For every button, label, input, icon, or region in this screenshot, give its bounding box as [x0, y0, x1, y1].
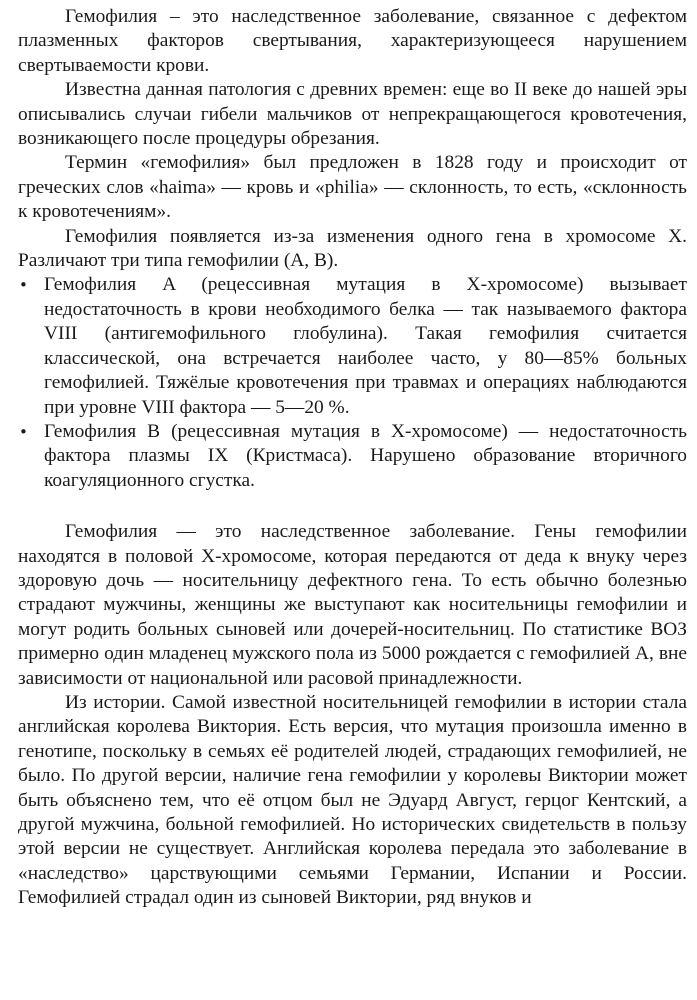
paragraph-types-intro: Гемофилия появляется из-за изменения одного гена в хромосоме X. Различают три типа гемофилии (A, B).	[18, 225, 687, 272]
list-item-text: Гемофилия B (рецессивная мутация в X-хромосоме) — недостаточность фактора плазмы IX (Кристмаса). Нарушено образование вторичного коагуляционного сгустка.	[44, 420, 687, 491]
text-column	[18, 5, 687, 911]
paragraph-term-origin: Термин «гемофилия» был предложен в 1828 году и происходит от греческих слов «haima» — кровь и «philia» — склонность, то есть, «склонность к кровотечениям».	[18, 152, 687, 223]
bullet-icon: •	[19, 422, 28, 441]
list-item-text: Гемофилия A (рецессивная мутация в X-хромосоме) вызывает недостаточность в крови необходимого белка — так называемого фактора VIII (антигемофильного глобулина). Такая гемофилия считается классической, она встречается наиболее часто, у 80—85% больных гемофилией. Тяжёлые кровотечения при травмах и операциях наблюдаются при уровне VIII фактора — 5—20 %.	[44, 274, 687, 418]
section-gap	[18, 493, 687, 520]
bullet-icon: •	[19, 276, 28, 295]
paragraph-history: Известна данная патология с древних времен: еще во II веке до нашей эры описывались случаи гибели мальчиков от непрекращающегося кровотечения, возникающего после процедуры обрезания.	[18, 79, 687, 150]
list-item-hemophilia-a	[18, 273, 687, 419]
paragraph-queen-victoria: Из истории. Самой известной носительницей гемофилии в истории стала английская королева Виктория. Есть версия, что мутация произошла именно в генотипе, поскольку в семьях её родителей людей, страдающих гемофилией, не было. По другой версии, наличие гена гемофилии у королевы Виктории может быть объяснено тем, что её отцом был не Эдуард Август, герцог Кентский, а другой мужчина, больной гемофилией. Но исторических свидетельств в пользу этой версии не существует. Английская королева передала это заболевание в «наследство» царствующими семьями Германии, Испании и России. Гемофилией страдал один из сыновей Виктории, ряд внуков и	[18, 691, 687, 909]
paragraph-inheritance: Гемофилия — это наследственное заболевание. Гены гемофилии находятся в половой Х-хромосоме, которая передаются от деда к внуку через здоровую дочь — носительницу дефектного гена. То есть обычно болезнью страдают мужчины, женщины же выступают как носительницы гемофилии и могут родить больных сыновей или дочерей-носительниц. По статистике ВОЗ примерно один младенец мужского пола из 5000 рождается с гемофилией А, вне зависимости от национальной или расовой принадлежности.	[18, 521, 687, 689]
list-item-hemophilia-b	[18, 420, 687, 493]
hemophilia-types-list	[18, 273, 687, 493]
paragraph-definition: Гемофилия – это наследственное заболевание, связанное с дефектом плазменных факторов свертывания, характеризующееся нарушением свертываемости крови.	[18, 6, 687, 76]
